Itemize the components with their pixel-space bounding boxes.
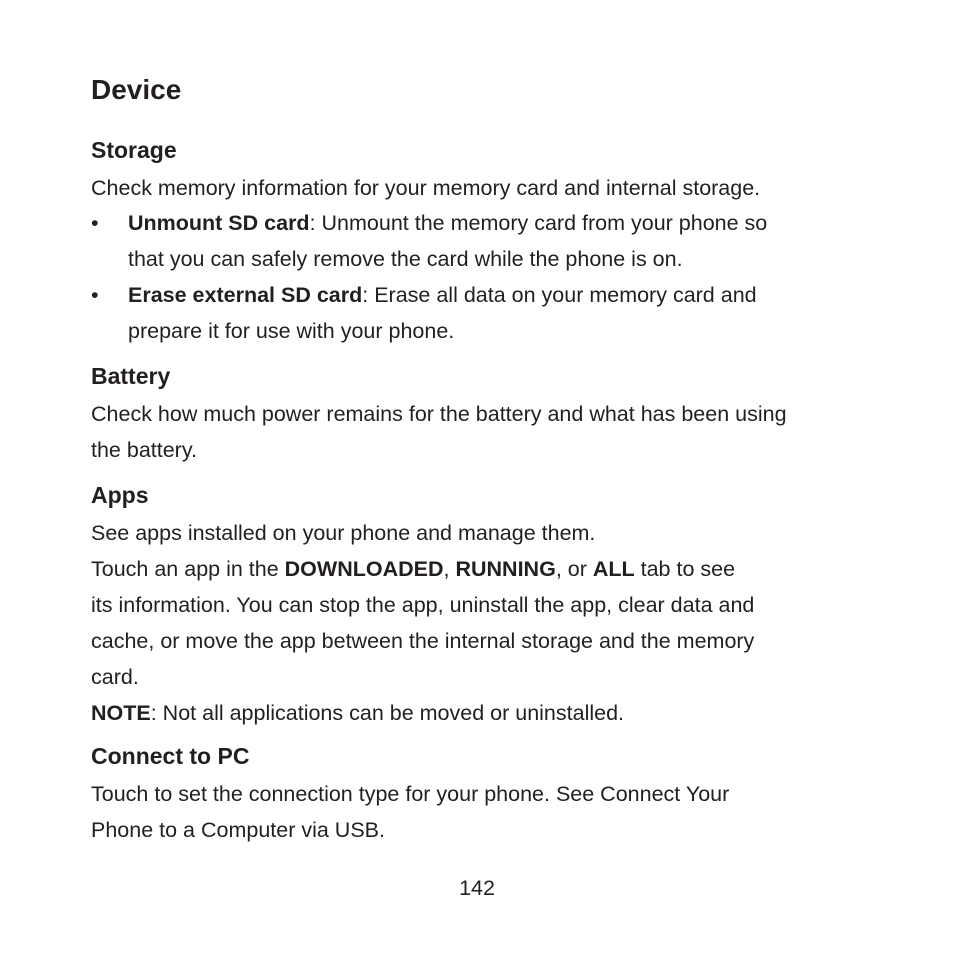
apps-text: [91, 515, 881, 731]
connect-text: [91, 776, 881, 848]
bullet-term: Unmount SD card: [128, 211, 310, 235]
apps-heading: Apps: [91, 482, 149, 508]
apps-line1: See apps installed on your phone and manage them.: [91, 521, 596, 545]
battery-heading: Battery: [91, 363, 171, 389]
tab-all-label: ALL: [592, 557, 635, 581]
apps-sep2: , or: [555, 557, 593, 581]
page-number: 142: [459, 876, 495, 900]
tab-downloaded-label: DOWNLOADED: [284, 557, 444, 581]
bullet-desc-line1: : Unmount the memory card from your phone so: [309, 211, 768, 235]
storage-heading: Storage: [91, 137, 177, 163]
bullet-term: Erase external SD card: [128, 283, 363, 307]
battery-line1: Check how much power remains for the battery and what has been using: [91, 402, 787, 426]
connect-line2: Phone to a Computer via USB.: [91, 818, 385, 842]
apps-line2-pre: Touch an app in the: [91, 557, 285, 581]
apps-line5: card.: [91, 665, 139, 689]
bullet-icon: •: [91, 283, 99, 307]
bullet-text: [128, 205, 868, 277]
bullet-desc-line2: that you can safely remove the card while the phone is on.: [128, 247, 683, 271]
apps-line3: its information. You can stop the app, uninstall the app, clear data and: [91, 593, 755, 617]
apps-sep1: ,: [443, 557, 456, 581]
storage-intro: Check memory information for your memory card and internal storage.: [91, 176, 761, 200]
battery-line2: the battery.: [91, 438, 197, 462]
battery-text: [91, 396, 881, 468]
note-text: : Not all applications can be moved or uninstalled.: [150, 701, 625, 725]
tab-running-label: RUNNING: [455, 557, 556, 581]
bullet-text: [128, 277, 868, 349]
page-title: Device: [91, 74, 182, 105]
note-label: NOTE: [91, 701, 151, 725]
connect-line1: Touch to set the connection type for your phone. See Connect Your: [91, 782, 730, 806]
connect-heading: Connect to PC: [91, 743, 250, 769]
bullet-desc-line1: : Erase all data on your memory card and: [362, 283, 757, 307]
bullet-desc-line2: prepare it for use with your phone.: [128, 319, 455, 343]
apps-line2-post: tab to see: [634, 557, 736, 581]
apps-line4: cache, or move the app between the internal storage and the memory: [91, 629, 755, 653]
bullet-icon: •: [91, 211, 99, 235]
